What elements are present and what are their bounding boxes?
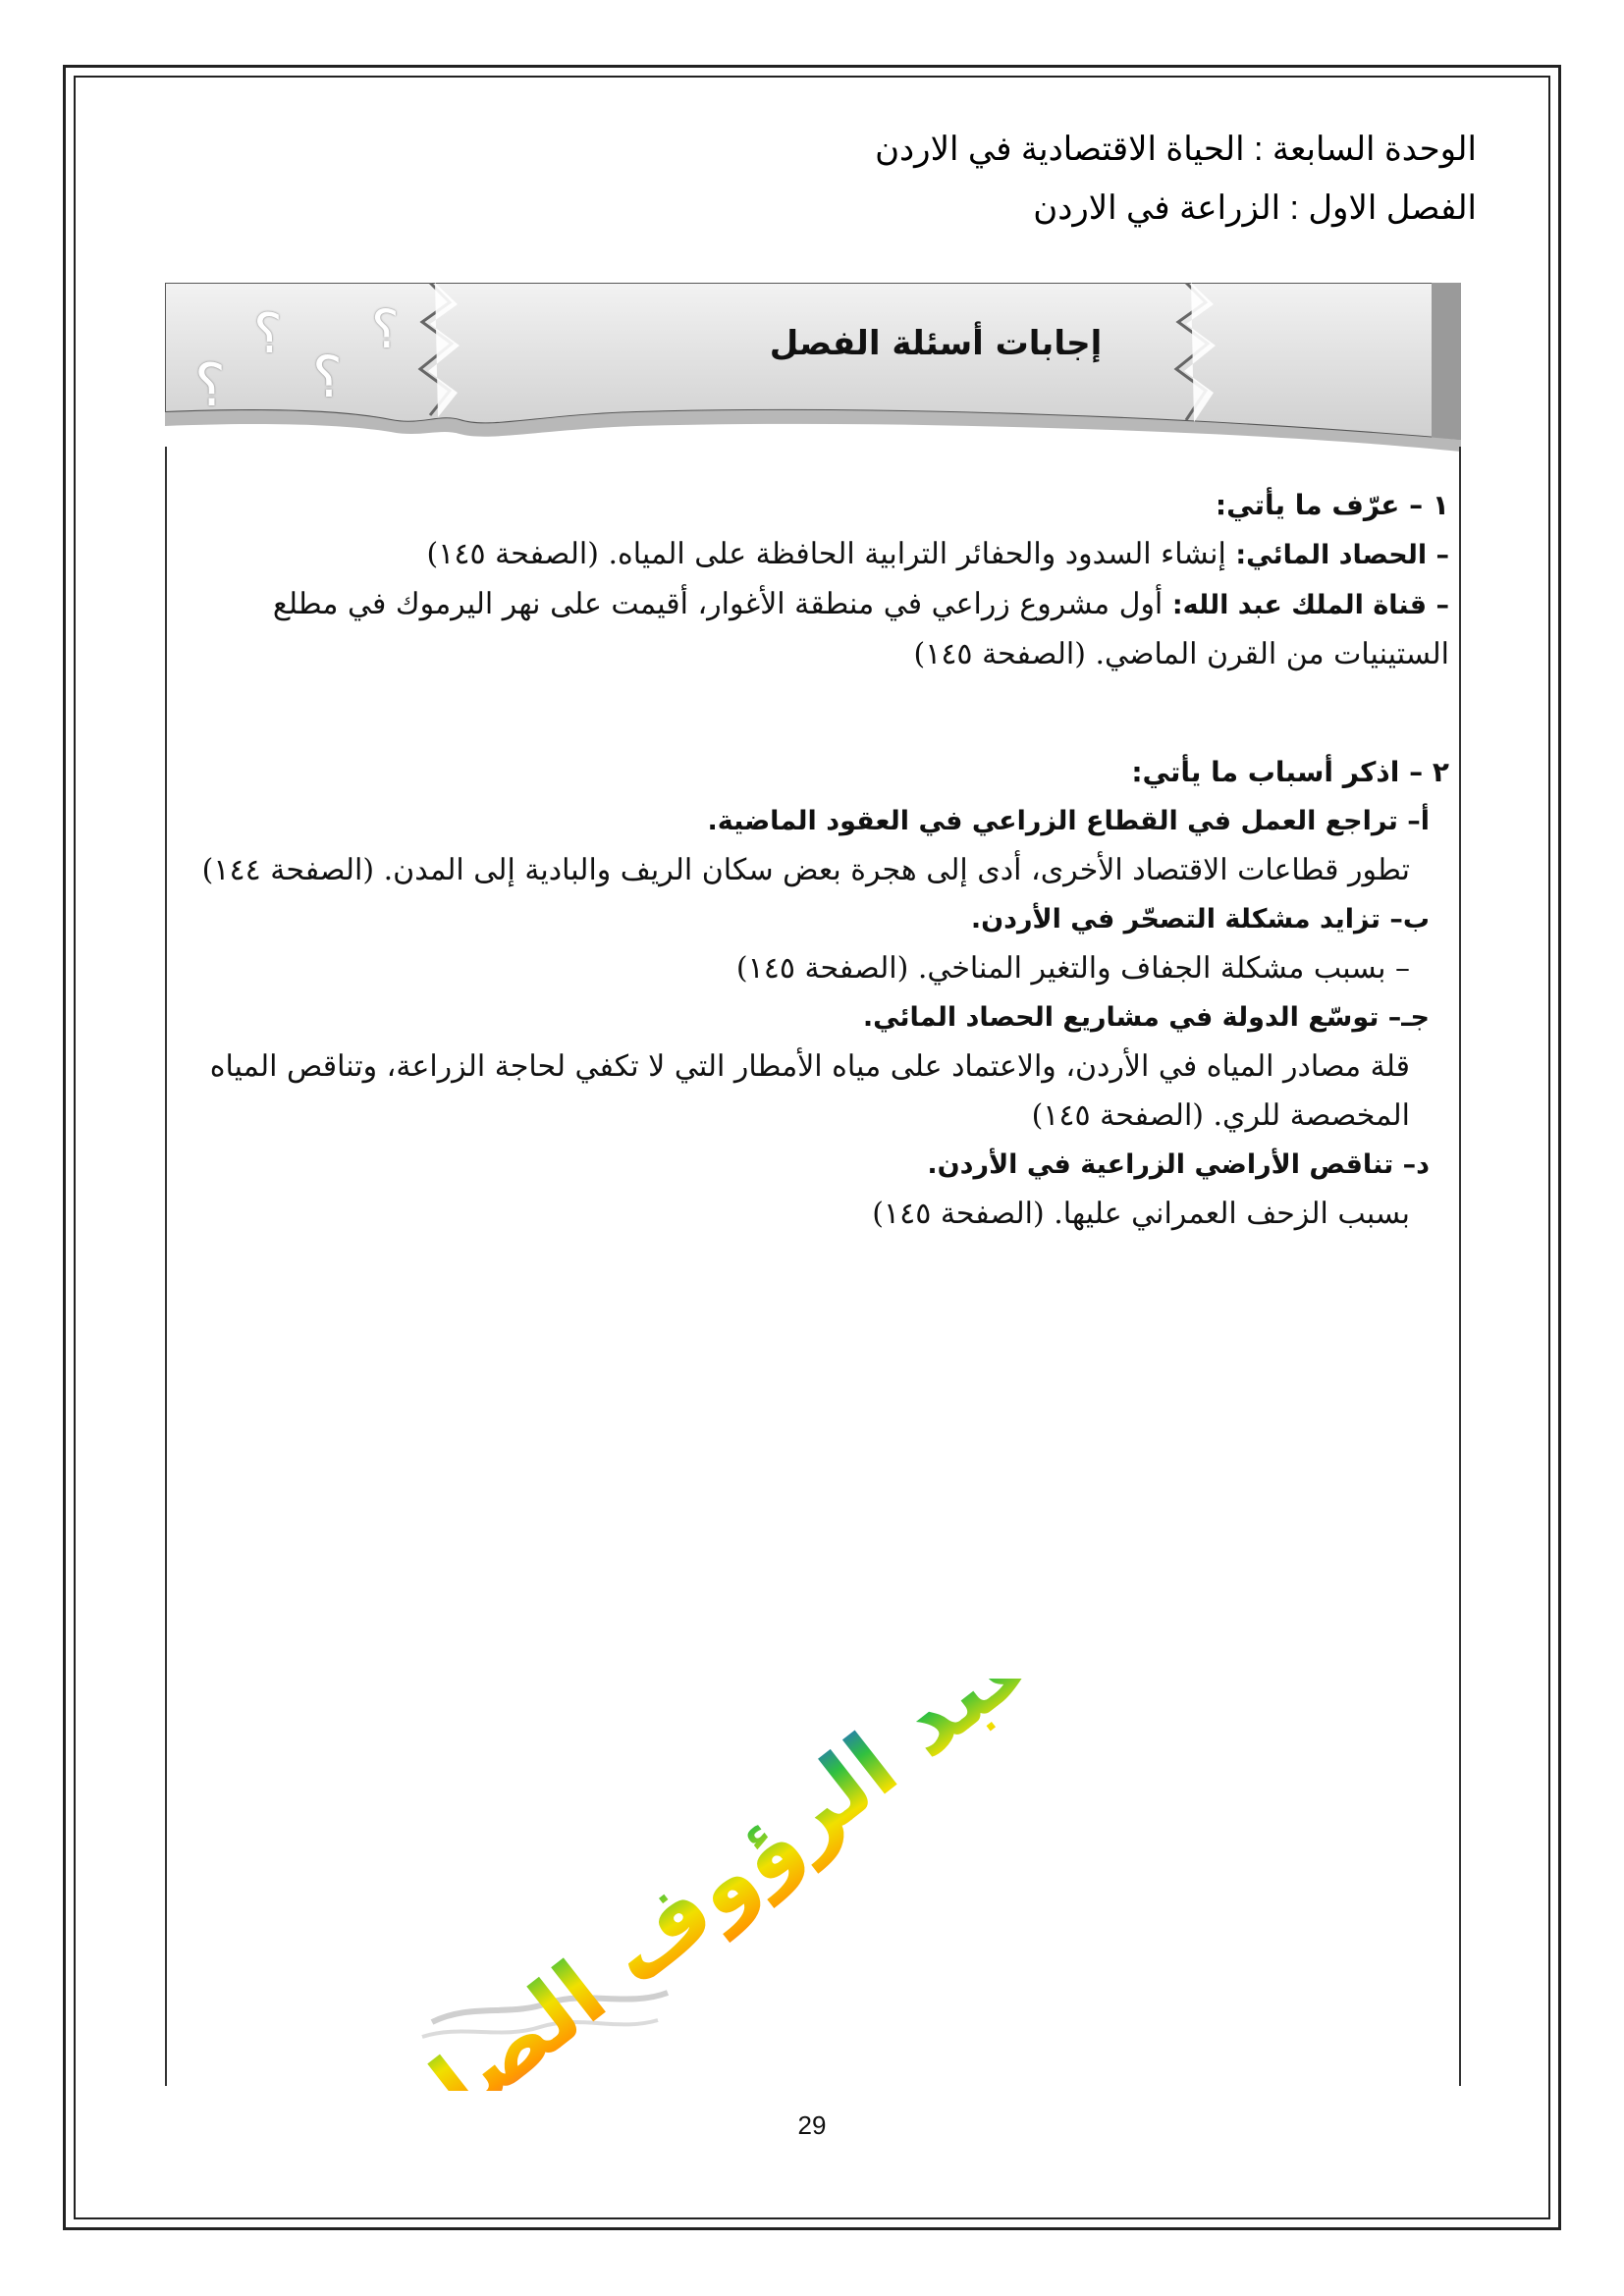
signature-graphic	[393, 1679, 1080, 2091]
question-mark-icon: ؟	[371, 298, 400, 360]
page-number: 29	[797, 2110, 827, 2140]
answers-content	[177, 481, 1449, 1239]
question-mark-icon: ؟	[253, 302, 283, 366]
reason-answer: تطور قطاعات الاقتصاد الأخرى، أدى إلى هجرة بعض سكان الريف والبادية إلى المدن. (الصفحة ١٤٤)	[201, 853, 1410, 887]
definition-text: أول مشروع زراعي في منطقة الأغوار، أقيمت على نهر اليرموك في مطلع الستينيات من القرن الماضي. (الصفحة ١٤٥)	[272, 587, 1449, 671]
reason-subquestion: ب– تزايد مشكلة التصحّر في الأردن.	[970, 904, 1430, 934]
question-mark-icon: ؟	[312, 344, 343, 410]
banner-shape	[165, 283, 1461, 452]
reason-answer: قلة مصادر المياه في الأردن، والاعتماد على مياه الأمطار التي لا تكفي لحاجة الزراعة، وتناقص المياه المخصصة للري. (الصفحة ١٤٥)	[209, 1049, 1410, 1133]
question-1-title: ١ – عرّف ما يأتي:	[1215, 489, 1449, 521]
chapter-heading: الفصل الاول : الزراعة في الاردن	[1033, 189, 1477, 227]
question-2-title: ٢ – اذكر أسباب ما يأتي:	[1131, 756, 1449, 788]
reason-answer: – بسبب مشكلة الجفاف والتغير المناخي. (الصفحة ١٤٥)	[735, 951, 1410, 986]
reason-subquestion: جـ– توسّع الدولة في مشاريع الحصاد المائي.	[862, 1002, 1430, 1033]
signature-text: عبد الرؤوف	[584, 1679, 1060, 2005]
question-mark-icon: ؟	[194, 351, 226, 420]
author-signature	[393, 1679, 1080, 2091]
definition-term: – قناة الملك عبد الله:	[1171, 590, 1449, 620]
definition-text: إنشاء السدود والحفائر الترابية الحافظة على المياه. (الصفحة ١٤٥)	[426, 537, 1236, 571]
reason-subquestion: د– تناقص الأراضي الزراعية في الأردن.	[927, 1149, 1430, 1180]
definition-item	[177, 580, 1449, 679]
spacer	[177, 679, 1449, 748]
section-banner	[165, 283, 1461, 452]
banner-title: إجابات أسئلة الفصل	[769, 324, 1103, 363]
reason-subquestion: أ– تراجع العمل في القطاع الزراعي في العقود الماضية.	[707, 806, 1430, 836]
definition-item	[177, 530, 1449, 580]
definition-term: – الحصاد المائي:	[1235, 540, 1449, 570]
reason-answer: بسبب الزحف العمراني عليها. (الصفحة ١٤٥)	[872, 1197, 1410, 1231]
unit-heading: الوحدة السابعة : الحياة الاقتصادية في الاردن	[875, 131, 1477, 168]
